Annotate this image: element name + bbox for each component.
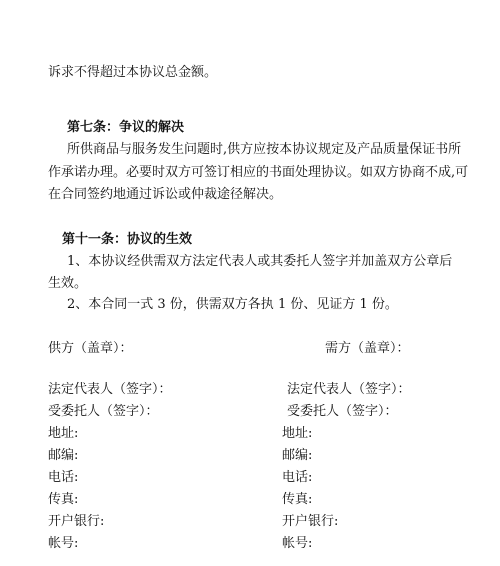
buyer-bank-label: 开户银行: (282, 514, 339, 529)
buyer-fax-label: 传真: (282, 492, 313, 507)
supplier-bank-label: 开户银行: (48, 514, 105, 529)
article-7-line: 所供商品与服务发生问题时,供方应按本协议规定及产品质量保证书所 (67, 142, 462, 157)
buyer-postcode-label: 邮编: (282, 448, 313, 463)
supplier-address-label: 地址: (48, 426, 79, 441)
buyer-account-label: 帐号: (282, 536, 313, 551)
article-11-line: 1、本协议经供需双方法定代表人或其委托人签字并加盖双方公章后 (67, 254, 453, 269)
supplier-legal-rep-label: 法定代表人（签字）： (48, 382, 172, 397)
supplier-postcode-label: 邮编: (48, 448, 79, 463)
article-11-line: 生效。 (48, 276, 88, 291)
supplier-seal-label: 供方（盖章）： (48, 341, 133, 356)
buyer-address-label: 地址: (282, 426, 313, 441)
supplier-fax-label: 传真: (48, 492, 79, 507)
buyer-phone-label: 电话: (282, 470, 313, 485)
article-11-line: 2、本合同一式 3 份，供需双方各执 1 份、见证方 1 份。 (67, 297, 398, 312)
buyer-agent-label: 受委托人（签字）： (287, 404, 398, 419)
buyer-legal-rep-label: 法定代表人（签字）： (287, 382, 411, 397)
article-7-line: 作承诺办理。必要时双方可签订相应的书面处理协议。如双方协商不成,可 (48, 165, 469, 180)
buyer-seal-label: 需方（盖章）： (325, 341, 410, 356)
article-7-line: 在合同签约地通过诉讼或仲裁途径解决。 (48, 187, 283, 202)
article-7-heading: 第七条：争议的解决 (67, 120, 185, 135)
article-11-heading: 第十一条：协议的生效 (62, 232, 193, 247)
supplier-account-label: 帐号: (48, 536, 79, 551)
supplier-phone-label: 电话: (48, 470, 79, 485)
carryover-text: 诉求不得超过本协议总金额。 (48, 65, 218, 80)
supplier-agent-label: 受委托人（签字）： (48, 404, 159, 419)
